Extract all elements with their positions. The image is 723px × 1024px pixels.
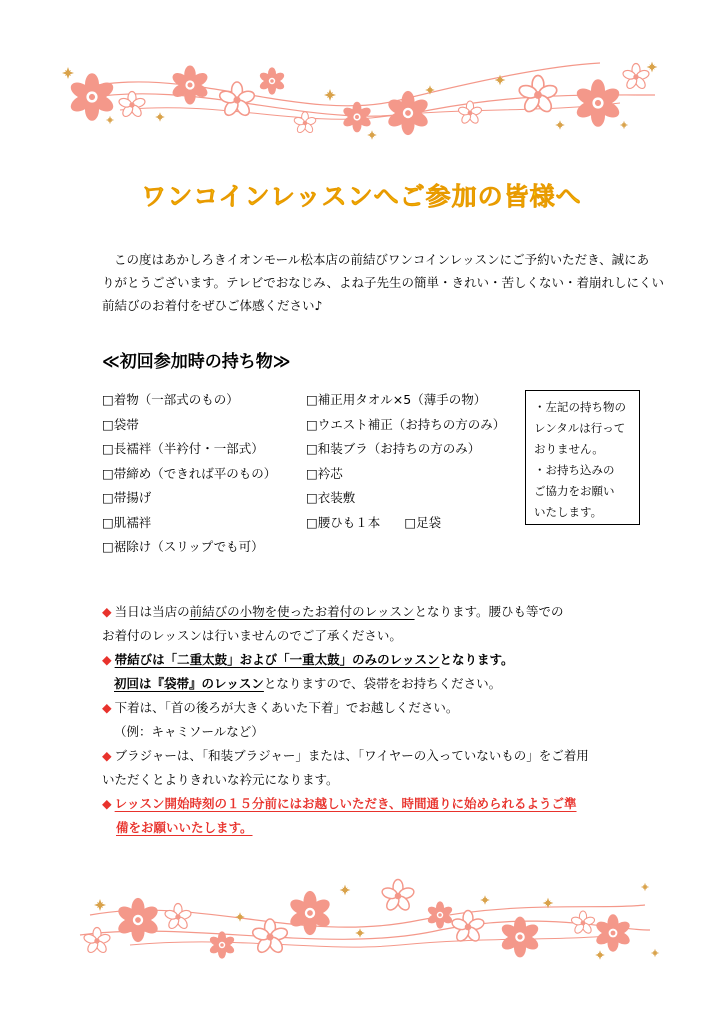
checklist-item: □帯揚げ bbox=[102, 490, 152, 505]
checklist-item: □袋帯 bbox=[102, 416, 139, 432]
note-text-important: 備をお願いいたします。 bbox=[116, 820, 253, 835]
intro-line: この度はあかしろきイオンモール松本店の前結びワンコインレッスンにご予約いただき、誠にあ bbox=[114, 252, 650, 267]
note-item-continued bbox=[102, 816, 662, 840]
checklist-item: □長襦袢（半衿付・一部式） bbox=[102, 441, 264, 456]
diamond-bullet-icon: ◆ bbox=[102, 652, 112, 667]
checklist-item: □肌襦袢 bbox=[102, 514, 152, 530]
diamond-bullet-icon: ◆ bbox=[102, 700, 112, 715]
note-item-continued: いただくとよりきれいな衿元になります。 bbox=[102, 772, 339, 787]
note-text: となります。 bbox=[439, 652, 514, 667]
checklist-column-1 bbox=[102, 388, 276, 560]
checklist-item: □補正用タオル×5（薄手の物） bbox=[306, 392, 487, 407]
note-box-line: ・お持ち込みの bbox=[534, 463, 615, 477]
checklist-item: □裾除け（スリップでも可） bbox=[102, 539, 264, 554]
note-item bbox=[102, 600, 662, 624]
checklist-item: □着物（一部式のもの） bbox=[102, 392, 239, 407]
checklist-item: □和装ブラ（お持ちの方のみ） bbox=[306, 441, 481, 456]
top-flower-garland-icon bbox=[0, 55, 723, 154]
diamond-bullet-icon: ◆ bbox=[102, 796, 112, 811]
note-text: ブラジャーは、「和装ブラジャー」または、「ワイヤーの入っていないもの」をご着用 bbox=[114, 748, 589, 763]
note-item bbox=[102, 648, 662, 672]
diamond-bullet-icon: ◆ bbox=[102, 604, 112, 619]
note-text-underlined: 初回は『袋帯』のレッスン bbox=[114, 676, 264, 691]
checklist-item: □衿芯 bbox=[306, 465, 343, 481]
note-item-continued: （例：キャミソールなど） bbox=[114, 724, 264, 739]
note-box-line: おりません。 bbox=[534, 442, 604, 456]
checklist-item bbox=[306, 511, 505, 536]
checklist-heading: ≪初回参加時の持ち物≫ bbox=[102, 352, 291, 372]
note-item-continued bbox=[102, 672, 662, 696]
bottom-flower-garland-icon bbox=[0, 875, 723, 974]
note-text-important: レッスン開始時刻の１５分前にはお越しいただき、時間通りに始められるようご準 bbox=[114, 796, 577, 811]
checklist-column-2 bbox=[306, 388, 505, 535]
note-box-line: いたします。 bbox=[534, 505, 603, 519]
notes-list bbox=[102, 600, 662, 840]
intro-line: 前結びのお着付をぜひご体感ください♪ bbox=[102, 298, 323, 313]
checklist-item: □ウエスト補正（お持ちの方のみ） bbox=[306, 416, 506, 432]
note-text: 当日は当店の bbox=[114, 604, 190, 619]
intro-paragraph bbox=[102, 248, 665, 317]
intro-line: りがとうございます。テレビでおなじみ、よね子先生の簡単・きれい・苦しくない・着崩れしにくい bbox=[102, 275, 665, 290]
note-text: となります。腰ひも等での bbox=[414, 604, 564, 619]
note-text-underlined: 帯結びは「二重太鼓」および「一重太鼓」のみのレッスン bbox=[114, 652, 440, 667]
note-text: 下着は、「首の後ろが大きくあいた下着」でお越しください。 bbox=[114, 700, 459, 715]
note-item bbox=[102, 696, 662, 720]
diamond-bullet-icon: ◆ bbox=[102, 748, 112, 763]
checklist-item-label: □足袋 bbox=[404, 514, 442, 530]
note-box-line: ・左記の持ち物の bbox=[534, 400, 626, 414]
note-text-underlined: 前結びの小物を使ったお着付のレッスン bbox=[189, 604, 415, 619]
note-box-line: ご協力をお願い bbox=[534, 484, 615, 498]
note-box-line: レンタルは行って bbox=[534, 421, 626, 435]
note-item bbox=[102, 792, 662, 816]
checklist-item-label: □腰ひも１本 bbox=[306, 514, 381, 530]
note-item-continued: お着付のレッスンは行いませんのでご了承ください。 bbox=[102, 628, 402, 643]
note-item bbox=[102, 744, 662, 768]
checklist-item: □帯締め（できれば平のもの） bbox=[102, 465, 277, 481]
page-title: ワンコインレッスンへご参加の皆様へ bbox=[141, 182, 582, 211]
note-text: となりますので、袋帯をお持ちください。 bbox=[263, 676, 502, 691]
rental-note-box bbox=[525, 390, 640, 525]
checklist-item: □衣装敷 bbox=[306, 490, 356, 505]
